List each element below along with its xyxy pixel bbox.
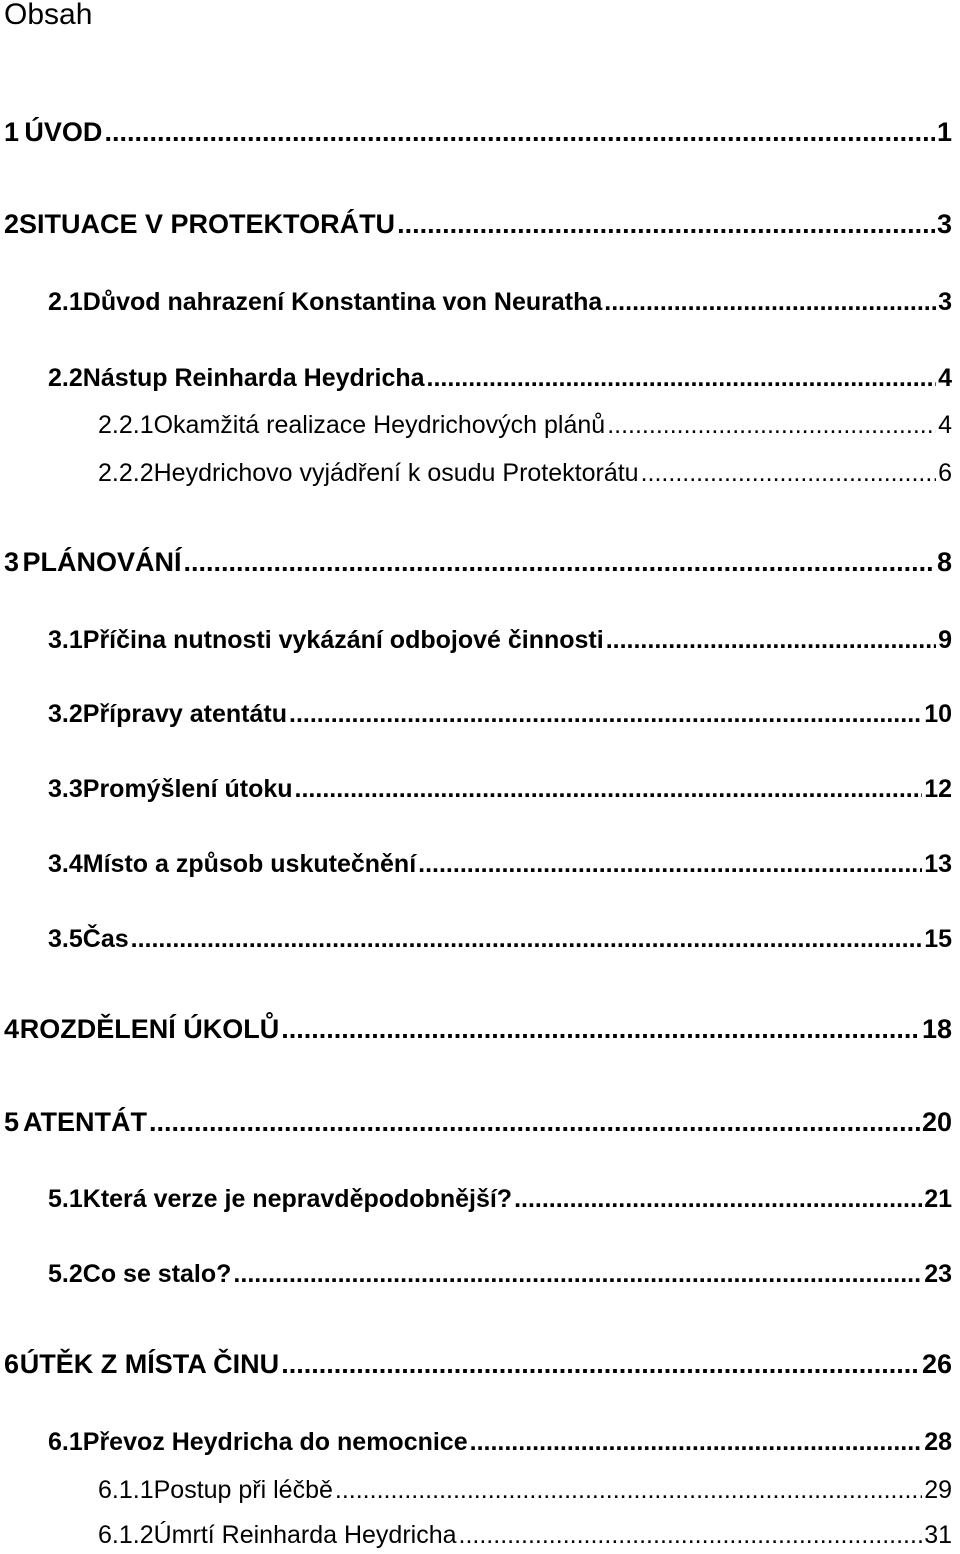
toc-entry-6-1-1[interactable]	[98, 1473, 952, 1507]
dot-leader	[295, 772, 923, 806]
dot-leader	[470, 1425, 923, 1459]
toc-title: Která verze je nepravděpodobnější?	[82, 1185, 513, 1213]
toc-title: SITUACE V PROTEKTORÁTU	[19, 209, 396, 239]
dot-leader	[604, 285, 936, 319]
toc-title: Příčina nutnosti vykázání odbojové činnosti	[82, 626, 604, 654]
dot-leader	[418, 847, 922, 881]
toc-title: ROZDĚLENÍ ÚKOLŮ	[19, 1014, 280, 1044]
dot-leader	[607, 408, 936, 442]
toc-title: Místo a způsob uskutečnění	[82, 850, 417, 878]
toc-title: PLÁNOVÁNÍ	[22, 547, 182, 577]
toc-entry-5-2[interactable]	[48, 1257, 952, 1291]
toc-page-number: 9	[938, 626, 952, 654]
toc-title: Převoz Heydricha do nemocnice	[82, 1428, 468, 1456]
toc-number: 2.1	[48, 288, 83, 316]
toc-page-number: 29	[924, 1476, 952, 1504]
dot-leader	[335, 1473, 922, 1507]
toc-title: Přípravy atentátu	[82, 700, 288, 728]
toc-page-number: 1	[936, 117, 952, 147]
toc-title: Okamžitá realizace Heydrichových plánů	[153, 411, 606, 439]
toc-number: 6	[4, 1349, 20, 1379]
toc-title: Čas	[82, 925, 129, 953]
toc-number: 3.3	[48, 775, 83, 803]
dot-leader	[397, 207, 935, 241]
toc-number: 6.1	[48, 1428, 83, 1456]
toc-page-number: 10	[924, 700, 952, 728]
dot-leader	[289, 697, 922, 731]
toc-number: 6.1.1	[98, 1476, 154, 1504]
toc-page-number: 15	[924, 925, 952, 953]
dot-leader	[183, 545, 934, 579]
toc-number: 3.4	[48, 850, 83, 878]
toc-title: Úmrtí Reinharda Heydricha	[153, 1521, 457, 1549]
dot-leader	[131, 922, 923, 956]
toc-title: Promýšlení útoku	[82, 775, 293, 803]
toc-entry-2[interactable]	[4, 207, 952, 241]
toc-page-number: 4	[938, 411, 952, 439]
toc-page-number: 4	[938, 364, 952, 392]
toc-entry-2-2-1[interactable]	[98, 408, 952, 442]
toc-number: 3.2	[48, 700, 83, 728]
toc-number: 3.5	[48, 925, 83, 953]
toc-entry-1[interactable]	[4, 115, 952, 149]
toc-entry-4[interactable]	[4, 1012, 952, 1046]
toc-page-number: 23	[924, 1260, 952, 1288]
dot-leader	[459, 1518, 923, 1552]
toc-title: ATENTÁT	[22, 1107, 147, 1137]
dot-leader	[149, 1105, 920, 1139]
toc-entry-3-4[interactable]	[48, 847, 952, 881]
toc-number: 5.1	[48, 1185, 83, 1213]
dot-leader	[281, 1012, 920, 1046]
toc-number: 4	[4, 1014, 20, 1044]
toc-entry-3-1[interactable]	[48, 623, 952, 657]
toc-title: Postup při léčbě	[153, 1476, 333, 1504]
toc-entry-6-1[interactable]	[48, 1425, 952, 1459]
dot-leader	[104, 115, 935, 149]
toc-number: 3	[4, 547, 20, 577]
toc-entry-5[interactable]	[4, 1105, 952, 1139]
toc-entry-3-5[interactable]	[48, 922, 952, 956]
toc-page-number: 3	[938, 288, 952, 316]
toc-title: ÚTĚK Z MÍSTA ČINU	[19, 1349, 280, 1379]
toc-page-number: 21	[924, 1185, 952, 1213]
toc-number: 3.1	[48, 626, 83, 654]
toc-number: 1	[4, 117, 20, 147]
toc-entry-3-3[interactable]	[48, 772, 952, 806]
toc-page-number: 13	[924, 850, 952, 878]
dot-leader	[281, 1347, 920, 1381]
toc-title: Nástup Reinharda Heydricha	[82, 364, 425, 392]
toc-entry-5-1[interactable]	[48, 1182, 952, 1216]
toc-entry-6-1-2[interactable]	[98, 1518, 952, 1552]
toc-number: 2.2.2	[98, 459, 154, 487]
toc-page-number: 12	[924, 775, 952, 803]
toc-number: 2.2	[48, 364, 83, 392]
toc-page-number: 6	[938, 459, 952, 487]
dot-leader	[233, 1257, 922, 1291]
toc-page-number: 26	[921, 1349, 952, 1379]
toc-number: 2	[4, 209, 20, 239]
toc-page-number: 20	[921, 1107, 952, 1137]
toc-number: 5.2	[48, 1260, 83, 1288]
toc-page-number: 8	[936, 547, 952, 577]
dot-leader	[606, 623, 936, 657]
dot-leader	[641, 456, 937, 490]
toc-entry-2-2[interactable]	[48, 361, 952, 395]
toc-title: Co se stalo?	[82, 1260, 232, 1288]
toc-number: 6.1.2	[98, 1521, 154, 1549]
toc-page-number: 28	[924, 1428, 952, 1456]
toc-entry-6[interactable]	[4, 1347, 952, 1381]
toc-title: ÚVOD	[24, 117, 103, 147]
toc-entry-3[interactable]	[4, 545, 952, 579]
toc-number: 5	[4, 1107, 20, 1137]
toc-page-number: 3	[936, 209, 952, 239]
toc-title: Důvod nahrazení Konstantina von Neuratha	[82, 288, 603, 316]
toc-entry-2-1[interactable]	[48, 285, 952, 319]
toc-number: 2.2.1	[98, 411, 154, 439]
toc-entry-2-2-2[interactable]	[98, 456, 952, 490]
dot-leader	[427, 361, 937, 395]
page-title: Obsah	[4, 0, 93, 31]
toc-page-number: 31	[924, 1521, 952, 1549]
toc-title: Heydrichovo vyjádření k osudu Protektorátu	[153, 459, 639, 487]
dot-leader	[514, 1182, 922, 1216]
toc-page-number: 18	[921, 1014, 952, 1044]
toc-entry-3-2[interactable]	[48, 697, 952, 731]
